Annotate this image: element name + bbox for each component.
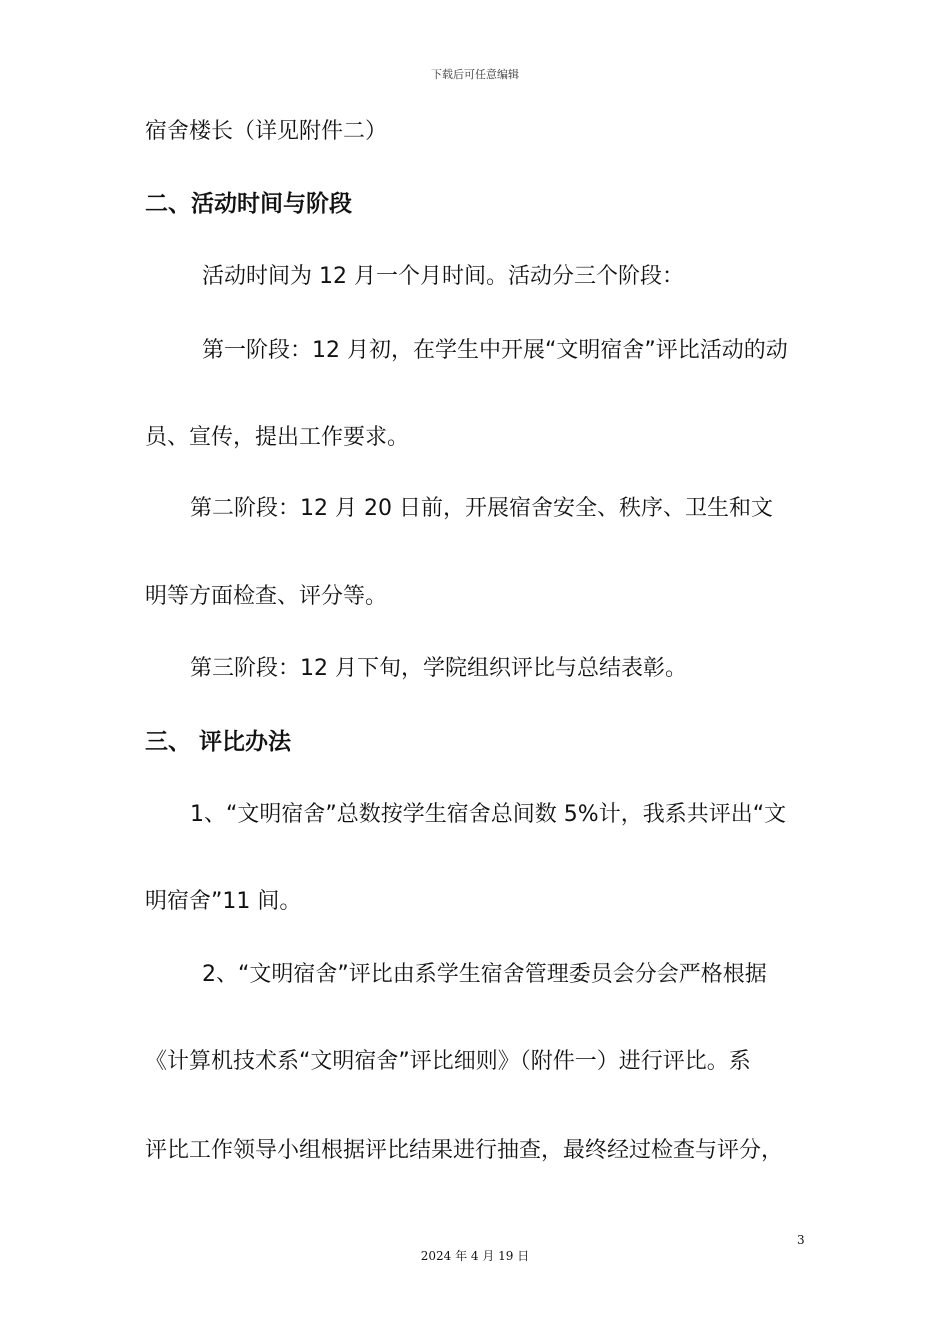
body-line-continuation: 宿舍楼长（详见附件二） <box>145 119 388 144</box>
section-heading-2: 二、活动时间与阶段 <box>145 191 352 217</box>
paragraph-method-2-line-3: 评比工作领导小组根据评比结果进行抽查，最终经过检查与评分， <box>145 1138 784 1163</box>
paragraph-stage-2-line-1: 第二阶段：12 月 20 日前，开展宿舍安全、秩序、卫生和文 <box>190 496 773 521</box>
paragraph-method-1-line-2: 明宿舍”11 间。 <box>145 889 302 914</box>
paragraph-method-2-line-1: 2、“文明宿舍”评比由系学生宿舍管理委员会分会严格根据 <box>202 962 767 987</box>
paragraph-activity-time: 活动时间为 12 月一个月时间。活动分三个阶段： <box>202 264 684 289</box>
paragraph-stage-2-line-2: 明等方面检查、评分等。 <box>145 584 388 609</box>
page-number: 3 <box>797 1233 805 1247</box>
header-note: 下载后可任意编辑 <box>431 68 519 81</box>
section-heading-3: 三、 评比办法 <box>145 729 292 755</box>
paragraph-method-2-line-2: 《计算机技术系“文明宿舍”评比细则》（附件一）进行评比。系 <box>145 1049 751 1074</box>
paragraph-stage-3: 第三阶段：12 月下旬，学院组织评比与总结表彰。 <box>190 656 687 681</box>
paragraph-stage-1-line-1: 第一阶段：12 月初，在学生中开展“文明宿舍”评比活动的动 <box>202 338 788 363</box>
paragraph-stage-1-line-2: 员、宣传，提出工作要求。 <box>145 425 410 450</box>
paragraph-method-1-line-1: 1、“文明宿舍”总数按学生宿舍总间数 5%计，我系共评出“文 <box>190 802 787 827</box>
footer-date: 2024 年 4 月 19 日 <box>420 1249 530 1263</box>
